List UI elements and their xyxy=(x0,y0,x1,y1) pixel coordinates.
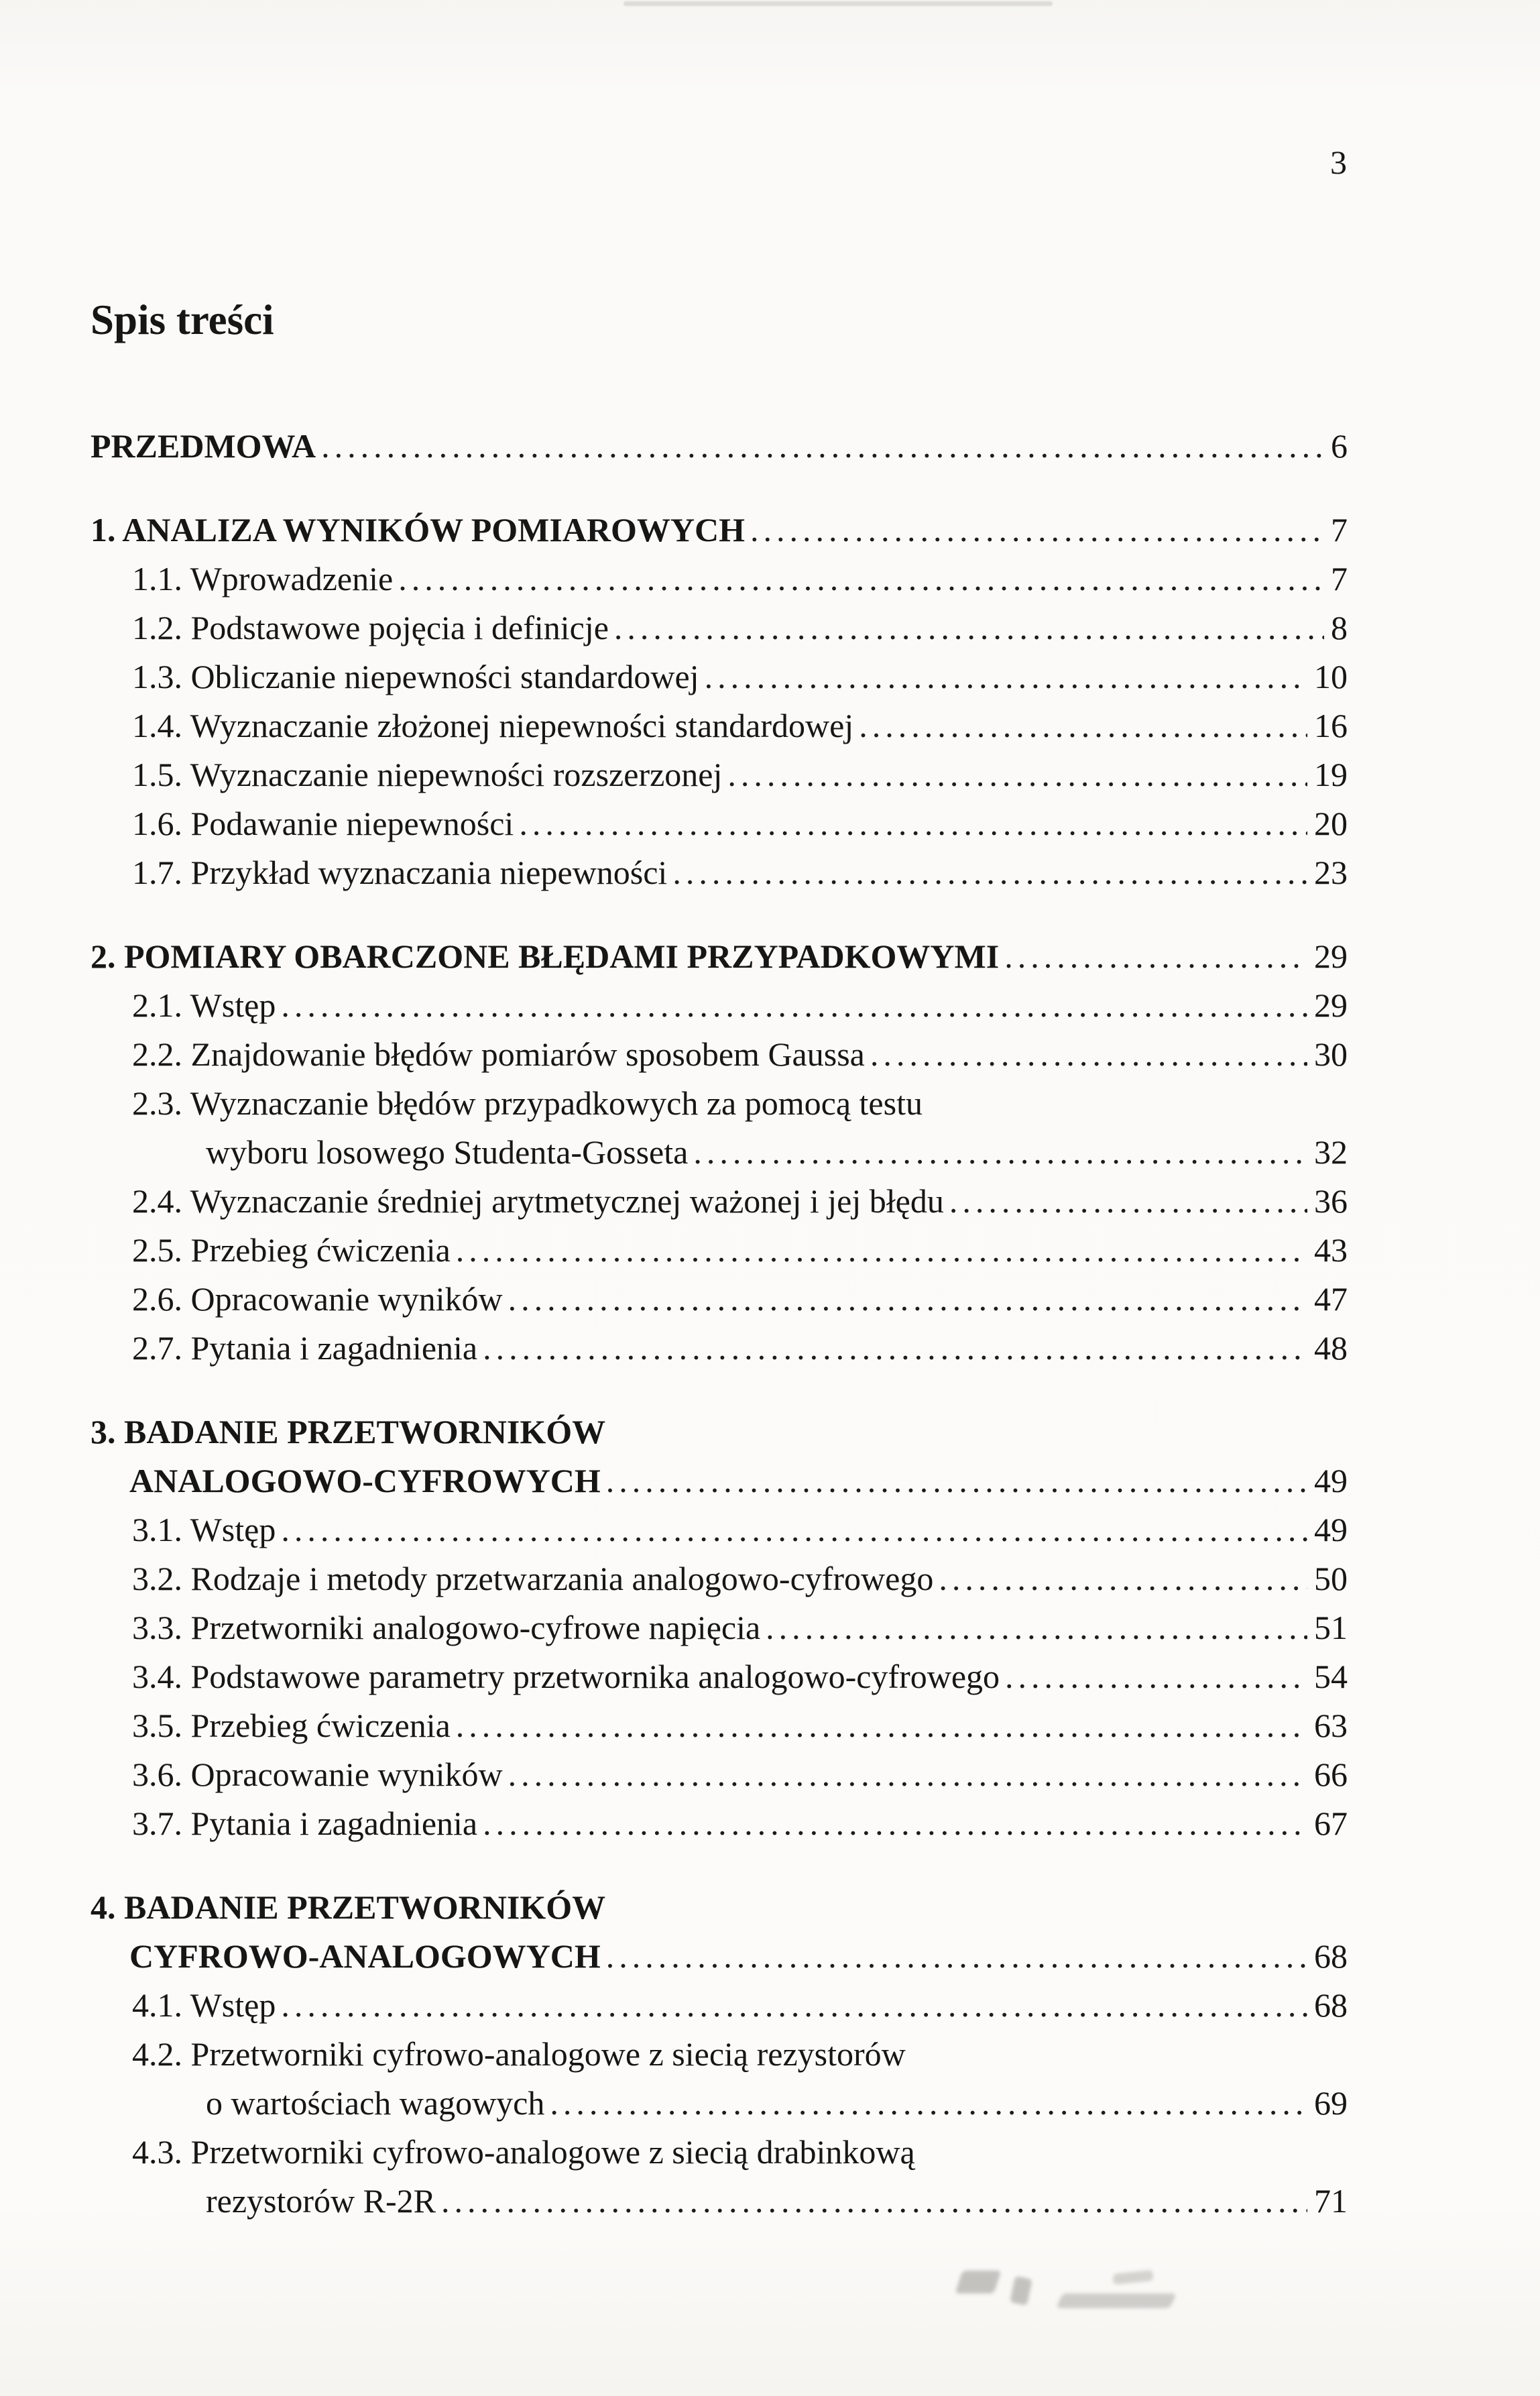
toc-entry-label-continuation: wyboru losowego Studenta-Gosseta xyxy=(206,1133,689,1171)
toc-entry-page: 16 xyxy=(1314,707,1348,744)
toc-entry xyxy=(91,1030,1348,1079)
toc-entry-label: 2.5. Przebieg ćwiczenia xyxy=(132,1231,451,1269)
toc-entry-label: 1.7. Przykład wyznaczania niepewności xyxy=(132,854,668,891)
toc-entry-label: 3.5. Przebieg ćwiczenia xyxy=(132,1707,451,1744)
toc-entry-label: 3.3. Przetworniki analogowo-cyfrowe napięcia xyxy=(132,1609,761,1646)
toc-entry-label: 1.1. Wprowadzenie xyxy=(132,560,394,597)
dot-leader xyxy=(321,422,1324,471)
toc-entry-page: 68 xyxy=(1314,1937,1348,1975)
dot-leader xyxy=(508,1275,1307,1324)
toc-entry-page: 43 xyxy=(1314,1231,1348,1269)
dot-leader xyxy=(949,1177,1307,1226)
page-content xyxy=(91,144,1348,2226)
toc-entry-label-continuation: rezystorów R-2R xyxy=(206,2182,436,2220)
dot-leader xyxy=(483,1324,1307,1373)
toc-entry-page: 10 xyxy=(1314,658,1348,695)
dot-leader xyxy=(508,1750,1307,1799)
toc-entry-page: 6 xyxy=(1331,427,1348,465)
toc-entry xyxy=(91,701,1348,750)
toc-entry-label: 3.1. Wstęp xyxy=(132,1511,276,1548)
dot-leader xyxy=(705,652,1307,701)
toc-chapter-entry xyxy=(91,1883,1348,1981)
dot-leader xyxy=(614,604,1324,652)
toc-entry xyxy=(91,799,1348,848)
toc-entry xyxy=(91,1981,1348,2030)
toc-entry-label: 2.4. Wyznaczanie średniej arytmetycznej ważonej i jej błędu xyxy=(132,1182,944,1220)
toc-entry-label: 4.1. Wstęp xyxy=(132,1986,276,2024)
toc-entry-page: 29 xyxy=(1314,937,1348,975)
toc-entry-label: 3.6. Opracowanie wyników xyxy=(132,1756,503,1793)
dot-leader xyxy=(870,1030,1307,1079)
dot-leader xyxy=(1005,1652,1307,1701)
toc-entry-page: 23 xyxy=(1314,854,1348,891)
dot-leader xyxy=(456,1226,1307,1275)
dot-leader xyxy=(727,750,1307,799)
toc-entry xyxy=(91,2128,1348,2226)
dot-leader xyxy=(281,981,1307,1030)
toc-entry xyxy=(91,422,1348,471)
toc-entry-page: 19 xyxy=(1314,756,1348,793)
toc-entry-page: 36 xyxy=(1314,1182,1348,1220)
toc-entry-label: 3.2. Rodzaje i metody przetwarzania analogowo-cyfrowego xyxy=(132,1560,934,1597)
toc-entry-label: 1.2. Podstawowe pojęcia i definicje xyxy=(132,609,609,646)
toc-entry-label: 2.1. Wstęp xyxy=(132,986,276,1024)
toc-entry xyxy=(91,1799,1348,1848)
toc-entry-label: 1.6. Podawanie niepewności xyxy=(132,805,514,842)
scan-edge-artifact xyxy=(624,1,1053,6)
toc-entry xyxy=(91,981,1348,1030)
toc-entry-label: 4.2. Przetworniki cyfrowo-analogowe z siecią rezystorów xyxy=(132,2035,906,2073)
toc-entry xyxy=(91,1652,1348,1701)
dot-leader xyxy=(606,1932,1307,1981)
toc-entry xyxy=(91,1603,1348,1652)
toc-entry-label: PRZEDMOWA xyxy=(91,427,316,465)
dot-leader xyxy=(483,1799,1307,1848)
toc-entry-page: 32 xyxy=(1314,1133,1348,1171)
toc-entry xyxy=(91,848,1348,897)
toc-entry-label: 3. BADANIE PRZETWORNIKÓW xyxy=(91,1413,606,1450)
toc-entry xyxy=(91,2030,1348,2128)
toc-entry-page: 63 xyxy=(1314,1707,1348,1744)
toc-entry-page: 49 xyxy=(1314,1511,1348,1548)
dot-leader xyxy=(672,848,1307,897)
toc-chapter-entry xyxy=(91,506,1348,555)
toc-entry xyxy=(91,1226,1348,1275)
toc-entry-page: 66 xyxy=(1314,1756,1348,1793)
toc-entry-label: 2.6. Opracowanie wyników xyxy=(132,1280,503,1318)
toc-entry-page: 51 xyxy=(1314,1609,1348,1646)
toc-entry-page: 68 xyxy=(1314,1986,1348,2024)
toc-entry xyxy=(91,652,1348,701)
dot-leader xyxy=(456,1701,1307,1750)
toc-entry-label: 1. ANALIZA WYNIKÓW POMIAROWYCH xyxy=(91,511,746,549)
toc-entry-page: 7 xyxy=(1331,560,1348,597)
page-number: 3 xyxy=(1330,144,1348,181)
toc-entry-label-continuation: ANALOGOWO-CYFROWYCH xyxy=(129,1462,601,1499)
toc-entry-label: 2.7. Pytania i zagadnienia xyxy=(132,1329,478,1367)
toc-entry-label: 1.3. Obliczanie niepewności standardowej xyxy=(132,658,699,695)
toc-entry-page: 67 xyxy=(1314,1805,1348,1842)
dot-leader xyxy=(750,506,1324,555)
toc-entry-page: 47 xyxy=(1314,1280,1348,1318)
table-of-contents xyxy=(91,422,1348,2226)
dot-leader xyxy=(550,2079,1307,2128)
faint-stamp-mark xyxy=(959,2259,1200,2332)
toc-entry-label-continuation: o wartościach wagowych xyxy=(206,2084,545,2122)
toc-entry-page: 54 xyxy=(1314,1658,1348,1695)
toc-entry-label: 3.7. Pytania i zagadnienia xyxy=(132,1805,478,1842)
toc-chapter-entry xyxy=(91,932,1348,981)
toc-entry-page: 49 xyxy=(1314,1462,1348,1499)
toc-entry-label: 3.4. Podstawowe parametry przetwornika analogowo-cyfrowego xyxy=(132,1658,1000,1695)
toc-entry-page: 69 xyxy=(1314,2084,1348,2122)
toc-entry-label: 1.5. Wyznaczanie niepewności rozszerzonej xyxy=(132,756,723,793)
dot-leader xyxy=(281,1981,1307,2030)
dot-leader xyxy=(606,1457,1307,1505)
page-title: Spis treści xyxy=(91,296,274,343)
toc-entry-label: 4. BADANIE PRZETWORNIKÓW xyxy=(91,1888,606,1926)
toc-entry xyxy=(91,1750,1348,1799)
toc-entry-page: 71 xyxy=(1314,2182,1348,2220)
toc-entry xyxy=(91,1275,1348,1324)
toc-entry xyxy=(91,1554,1348,1603)
toc-entry-page: 30 xyxy=(1314,1035,1348,1073)
dot-leader xyxy=(693,1128,1307,1177)
dot-leader xyxy=(398,555,1324,604)
toc-entry-page: 48 xyxy=(1314,1329,1348,1367)
toc-entry-page: 29 xyxy=(1314,986,1348,1024)
toc-entry xyxy=(91,1505,1348,1554)
toc-entry-page: 20 xyxy=(1314,805,1348,842)
dot-leader xyxy=(939,1554,1307,1603)
toc-chapter-entry xyxy=(91,1408,1348,1505)
toc-entry-label-continuation: CYFROWO-ANALOGOWYCH xyxy=(129,1937,601,1975)
toc-entry xyxy=(91,750,1348,799)
toc-entry xyxy=(91,1177,1348,1226)
toc-entry xyxy=(91,1701,1348,1750)
toc-entry xyxy=(91,1324,1348,1373)
dot-leader xyxy=(1004,932,1307,981)
toc-entry-page: 50 xyxy=(1314,1560,1348,1597)
toc-entry-page: 7 xyxy=(1331,511,1348,549)
dot-leader xyxy=(859,701,1307,750)
toc-entry xyxy=(91,1079,1348,1177)
toc-entry-label: 4.3. Przetworniki cyfrowo-analogowe z siecią drabinkową xyxy=(132,2133,915,2171)
toc-entry-label: 2. POMIARY OBARCZONE BŁĘDAMI PRZYPADKOWYMI xyxy=(91,937,1000,975)
toc-entry xyxy=(91,604,1348,652)
toc-entry xyxy=(91,555,1348,604)
toc-entry-page: 8 xyxy=(1331,609,1348,646)
toc-entry-label: 1.4. Wyznaczanie złożonej niepewności standardowej xyxy=(132,707,854,744)
toc-entry-label: 2.2. Znajdowanie błędów pomiarów sposobem Gaussa xyxy=(132,1035,865,1073)
dot-leader xyxy=(281,1505,1307,1554)
dot-leader xyxy=(441,2177,1307,2226)
dot-leader xyxy=(766,1603,1307,1652)
dot-leader xyxy=(519,799,1307,848)
toc-entry-label: 2.3. Wyznaczanie błędów przypadkowych za pomocą testu xyxy=(132,1084,923,1122)
